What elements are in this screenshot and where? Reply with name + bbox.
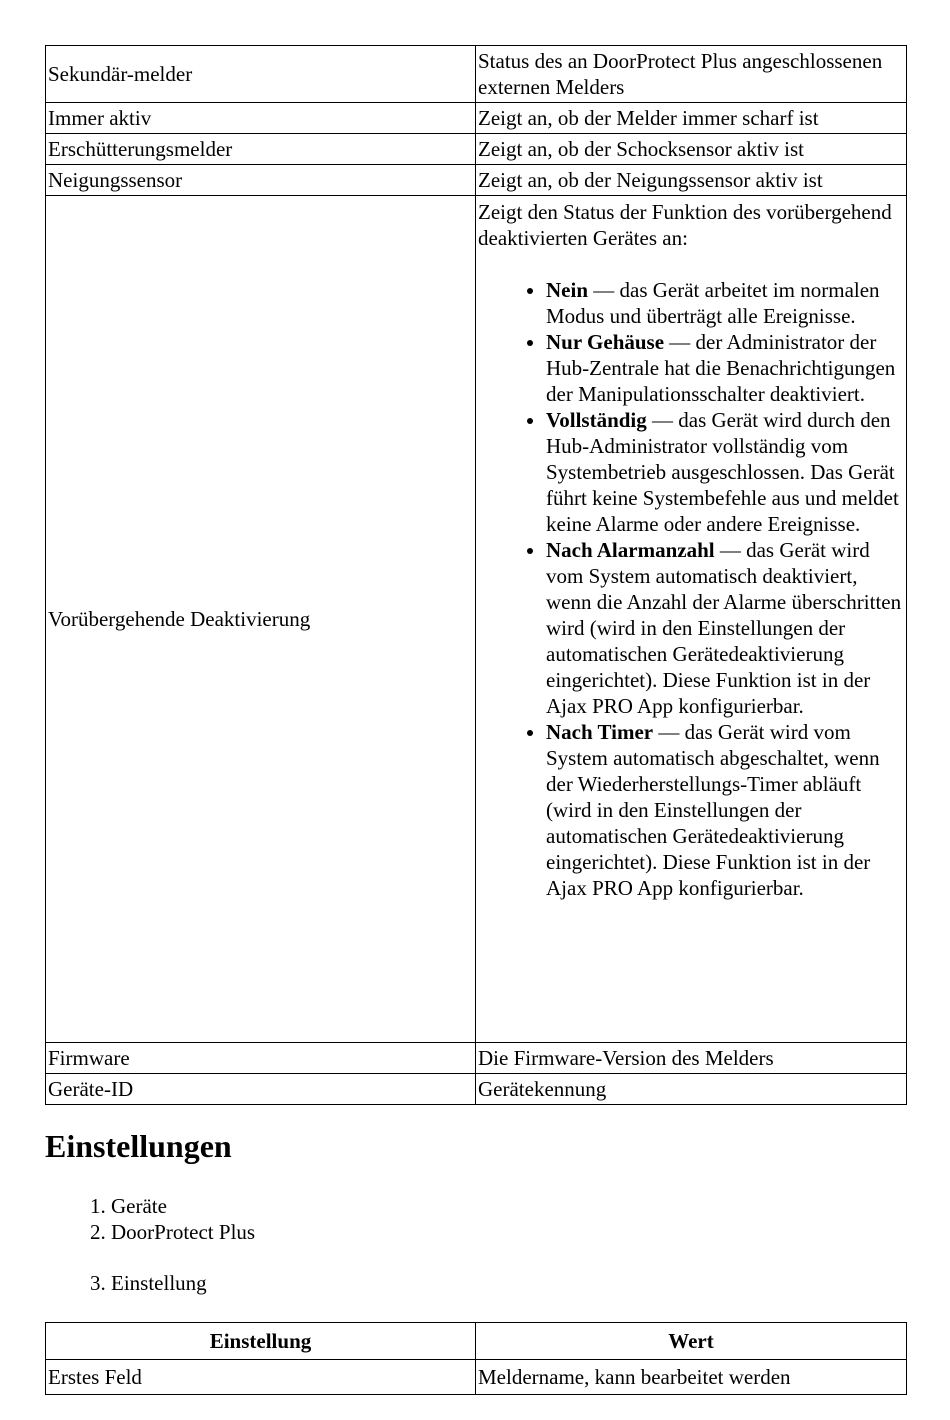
- option-text: — das Gerät wird vom System automatisch abgeschaltet, wenn der Wiederherstellungs-Timer abläuft (wird in den Einstellungen der automatischen Gerätedeaktivierung eingerichtet). Diese Funktion ist in der Ajax PRO App konfigurierbar.: [546, 720, 880, 900]
- settings-table: [45, 1322, 907, 1395]
- table-row: [46, 196, 907, 1043]
- list-item: 2. DoorProtect Plus: [111, 1219, 255, 1245]
- option-text: — das Gerät wird vom System automatisch deaktiviert, wenn die Anzahl der Alarme überschritten wird (wird in den Einstellungen der automatischen Gerätedeaktivierung eingerichtet). Diese Funktion ist in der Ajax PRO App konfigurierbar.: [546, 538, 902, 718]
- setting-cell: Erstes Feld: [46, 1360, 476, 1395]
- table-row: [46, 103, 907, 134]
- param-cell: Firmware: [46, 1043, 476, 1074]
- desc-cell: [476, 196, 907, 1043]
- table-row: [46, 134, 907, 165]
- param-cell: Sekundär-melder: [46, 46, 476, 103]
- table-row: [46, 1043, 907, 1074]
- section-heading: Einstellungen: [45, 1128, 232, 1164]
- deactivation-options: [478, 277, 904, 901]
- list-item: [546, 719, 904, 901]
- param-cell: Neigungssensor: [46, 165, 476, 196]
- table-row: [46, 1074, 907, 1105]
- column-header: Wert: [476, 1323, 907, 1360]
- option-term: Nein: [546, 278, 588, 302]
- option-term: Nur Gehäuse: [546, 330, 665, 354]
- option-term: Nach Timer: [546, 720, 654, 744]
- list-item: [546, 537, 904, 719]
- desc-cell: Zeigt an, ob der Melder immer scharf ist: [476, 103, 907, 134]
- option-term: Vollständig: [546, 408, 647, 432]
- param-cell: Immer aktiv: [46, 103, 476, 134]
- list-item: [546, 329, 904, 407]
- table-row: [46, 165, 907, 196]
- param-cell: Vorübergehende Deaktivierung: [46, 196, 476, 1043]
- list-item: 1. Geräte: [111, 1193, 255, 1219]
- column-header: Einstellung: [46, 1323, 476, 1360]
- desc-cell: Status des an DoorProtect Plus angeschlossenen externen Melders: [476, 46, 907, 103]
- param-cell: Geräte-ID: [46, 1074, 476, 1105]
- option-text: — das Gerät wird durch den Hub-Administrator vollständig vom Systembetrieb ausgeschlossen. Das Gerät führt keine Systembefehle aus und meldet keine Alarme oder andere Ereignisse.: [546, 408, 899, 536]
- value-cell: Meldername, kann bearbeitet werden: [476, 1360, 907, 1395]
- desc-cell: Zeigt an, ob der Neigungssensor aktiv ist: [476, 165, 907, 196]
- desc-cell: Gerätekennung: [476, 1074, 907, 1105]
- param-cell: Erschütterungsmelder: [46, 134, 476, 165]
- steps-list: [45, 1270, 207, 1296]
- option-term: Nach Alarmanzahl: [546, 538, 715, 562]
- table-row: [46, 46, 907, 103]
- steps-list: [45, 1193, 255, 1245]
- deactivation-intro: Zeigt den Status der Funktion des vorübergehend deaktivierten Gerätes an:: [478, 200, 892, 250]
- list-item: 3. Einstellung: [111, 1270, 207, 1296]
- list-item: [546, 407, 904, 537]
- desc-cell: Zeigt an, ob der Schocksensor aktiv ist: [476, 134, 907, 165]
- list-item: [546, 277, 904, 329]
- status-table: [45, 45, 907, 1105]
- desc-cell: Die Firmware-Version des Melders: [476, 1043, 907, 1074]
- option-text: — der Administrator der Hub-Zentrale hat die Benachrichtigungen der Manipulationsschalter deaktiviert.: [546, 330, 896, 406]
- table-header-row: [46, 1323, 907, 1360]
- table-row: [46, 1360, 907, 1395]
- option-text: — das Gerät arbeitet im normalen Modus und überträgt alle Ereignisse.: [546, 278, 880, 328]
